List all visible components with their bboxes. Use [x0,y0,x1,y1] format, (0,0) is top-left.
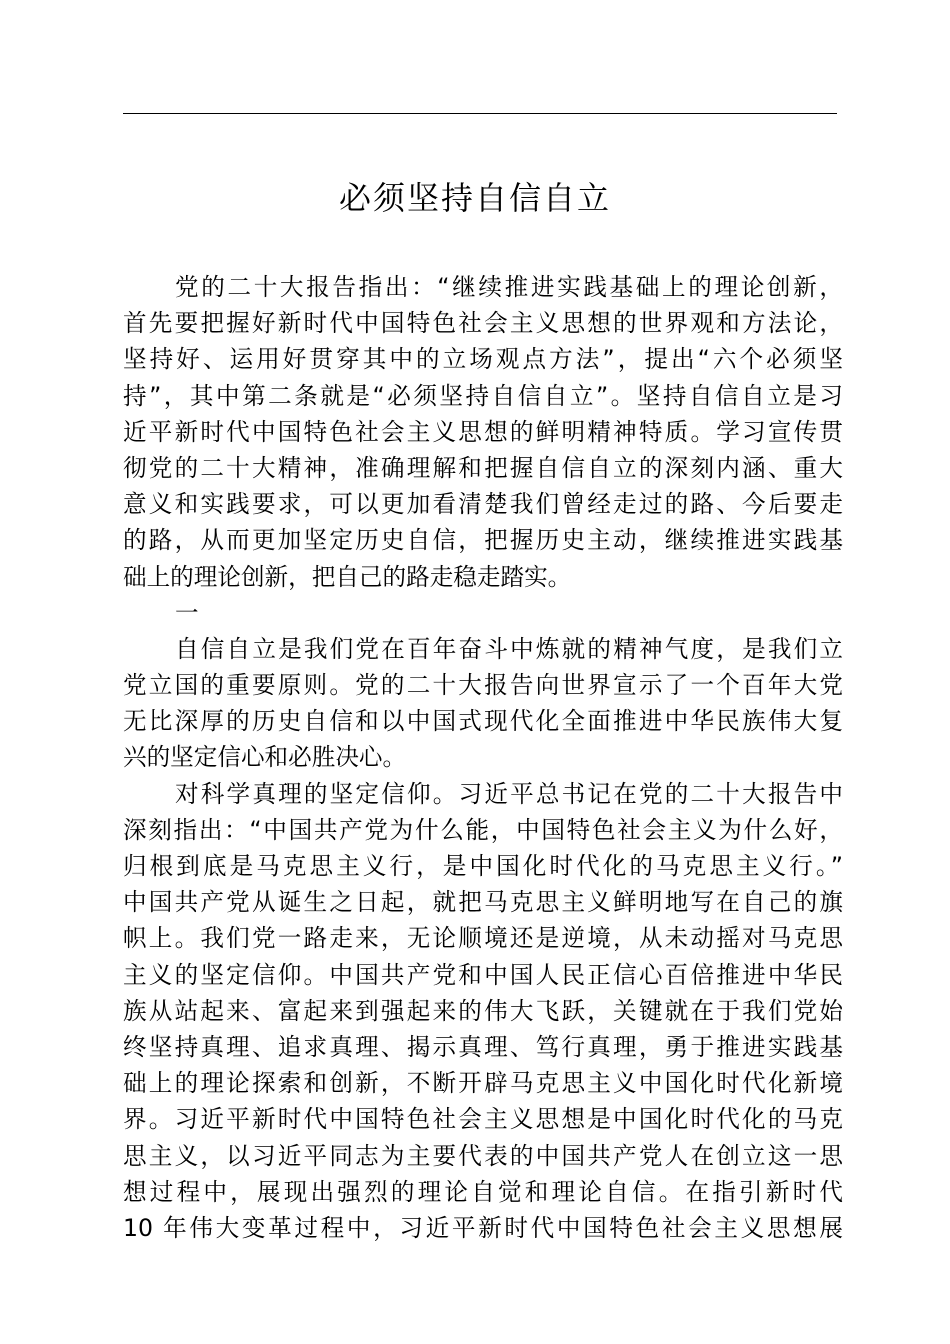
text-line: 首先要把握好新时代中国特色社会主义思想的世界观和方法论， [123,309,843,338]
text-line: 族从站起来、富起来到强起来的伟大飞跃，关键就在于我们党始 [123,996,843,1025]
text-line: 主义的坚定信仰。中国共产党和中国人民正信心百倍推进中华民 [123,960,843,989]
text-line: 中国共产党从诞生之日起，就把马克思主义鲜明地写在自己的旗 [123,888,843,917]
text-line: 自信自立是我们党在百年奋斗中炼就的精神气度，是我们立 [175,634,843,663]
section-heading [123,595,843,631]
paragraph-1 [123,631,843,776]
section-number: 一 [175,598,199,627]
text-line: 无比深厚的历史自信和以中国式现代化全面推进中华民族伟大复 [123,707,843,736]
text-line: 党立国的重要原则。党的二十大报告向世界宣示了一个百年大党 [123,671,843,700]
document-title: 必须坚持自信自立 [338,179,611,217]
text-line: 帜上。我们党一路走来，无论顺境还是逆境，从未动摇对马克思 [123,924,843,953]
text-line: 终坚持真理、追求真理、揭示真理、笃行真理，勇于推进实践基 [123,1032,843,1061]
text-line: 归根到底是马克思主义行，是中国化时代化的马克思主义行。” [123,852,843,880]
paragraph-intro [123,269,843,595]
text-line: 想过程中，展现出强烈的理论自觉和理论自信。在指引新时代 [123,1177,843,1206]
text-line: 意义和实践要求，可以更加看清楚我们曾经走过的路、今后要走 [123,490,843,519]
paragraph-2 [123,776,843,1246]
text-line: 思主义，以习近平同志为主要代表的中国共产党人在创立这一思 [123,1141,843,1170]
text-line: 的路，从而更加坚定历史自信，把握历史主动，继续推进实践基 [123,526,843,555]
text-line: 持”，其中第二条就是“必须坚持自信自立”。坚持自信自立是习 [123,381,843,410]
text-line: 彻党的二十大精神，准确理解和把握自信自立的深刻内涵、重大 [123,453,843,482]
text-line: 坚持好、运用好贯穿其中的立场观点方法”，提出“六个必须坚 [123,345,843,374]
text-line: 10 年伟大变革过程中，习近平新时代中国特色社会主义思想展 [123,1213,843,1242]
text-line: 深刻指出：“中国共产党为什么能，中国特色社会主义为什么好， [123,815,843,844]
text-line: 党的二十大报告指出：“继续推进实践基础上的理论创新， [175,273,843,301]
text-line: 础上的理论探索和创新，不断开辟马克思主义中国化时代化新境 [123,1069,843,1098]
text-line: 近平新时代中国特色社会主义思想的鲜明精神特质。学习宣传贯 [123,417,843,446]
text-line: 对科学真理的坚定信仰。习近平总书记在党的二十大报告中 [175,779,843,808]
text-line: 兴的坚定信心和必胜决心。 [123,743,407,772]
document-body [123,269,843,1246]
header-rule [123,113,837,114]
text-line: 础上的理论创新，把自己的路走稳走踏实。 [123,562,572,591]
text-line: 界。习近平新时代中国特色社会主义思想是中国化时代化的马克 [123,1105,843,1134]
